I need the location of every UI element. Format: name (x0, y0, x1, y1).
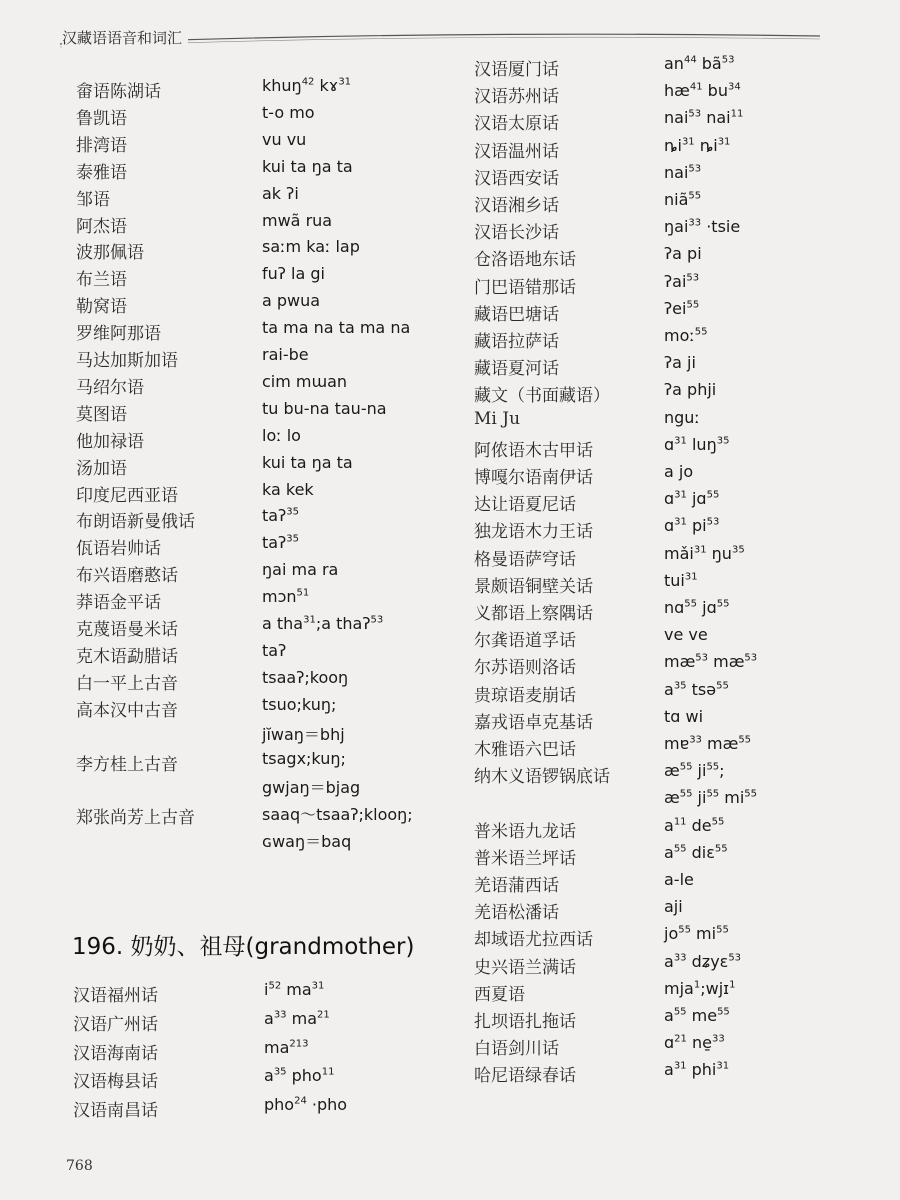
entry-form: kui ta ŋa ta (262, 156, 353, 176)
entry-term: 佤语岩帅话 (76, 539, 161, 560)
entry-term: 他加禄语 (76, 431, 144, 452)
entry-form: tsuo;kuŋ; (262, 694, 337, 714)
entry-term: 史兴语兰满话 (474, 957, 576, 978)
entry-term: 泰雅语 (76, 162, 127, 183)
entry-term: 布兴语磨憨话 (76, 566, 178, 587)
entry-term: 马绍尔语 (76, 377, 144, 398)
entry-form: ʔai$^{53}$ (664, 271, 700, 291)
entry-form: cim mɯan (262, 371, 348, 391)
entry-term: 景颇语铜壁关话 (474, 576, 593, 597)
entry-term: 汤加语 (76, 458, 127, 479)
entry-term: 汉语梅县话 (73, 1072, 158, 1093)
entry-term: Mi Ju (474, 408, 521, 429)
entry-form: ta ma na ta ma na (262, 318, 411, 338)
entry-term: 汉语海南话 (73, 1043, 158, 1064)
entry-form: niã$^{55}$ (664, 190, 702, 209)
entry-form: ʔei$^{55}$ (664, 298, 700, 318)
entry-form: nai$^{53}$ (664, 162, 702, 182)
entry-form: ɢwaŋ＝baq (262, 832, 352, 852)
entry-form: $a^{31}$ phi$^{31}$ (664, 1060, 730, 1080)
entry-term: 汉语南昌话 (73, 1101, 158, 1122)
entry-form: tu bu-na tau-na (262, 398, 387, 418)
entry-form: ʔa pi (664, 244, 702, 264)
entry-form: ak ʔi (262, 183, 299, 203)
entry-term: 格曼语萨穹话 (474, 549, 576, 570)
entry-term: 克蔑语曼米话 (76, 620, 178, 640)
entry-form: nɑ$^{55}$ jɑ$^{55}$ (664, 598, 730, 617)
entry-form: ɑ$^{31}$ jɑ$^{55}$ (664, 489, 720, 509)
entry-term: 布朗语新曼俄话 (76, 512, 195, 533)
entry-form: $a^{35}$ tsə$^{55}$ (664, 679, 729, 699)
entry-form: $ma^{213}$ (264, 1037, 309, 1057)
entry-form: a pwua (262, 291, 321, 311)
entry-term: 木雅语六巴话 (474, 740, 576, 760)
entry-form: $a^{11}$ $de^{55}$ (664, 815, 725, 835)
entry-term: 哈尼语绿春话 (474, 1066, 576, 1087)
entry-term: 纳木义语锣锅底话 (474, 767, 610, 788)
entry-term: 汉语福州话 (73, 986, 158, 1006)
entry-form: mɐ$^{33}$ $mæ^{55}$ (664, 734, 752, 753)
entry-term: 普米语兰坪话 (474, 848, 576, 869)
entry-term: 畲语陈湖话 (76, 82, 161, 102)
entry-form: jĭwaŋ＝bhj (262, 724, 345, 744)
entry-form: taʔ$^{35}$ (262, 506, 299, 526)
entry-form: mja$^1$;wjɪ$^1$ (664, 978, 736, 998)
entry-form: moː$^{55}$ (664, 326, 708, 345)
entry-form: ɑ$^{31}$ $pi^{53}$ (664, 516, 720, 536)
entry-form: ʔa phji (664, 380, 717, 400)
entry-form: a tha$^{31}$;a thaʔ$^{53}$ (262, 614, 384, 633)
entry-form: mwã rua (262, 210, 333, 230)
entry-term: 汉语西安话 (474, 168, 559, 189)
entry-form: ŋai ma ra (262, 560, 339, 580)
entry-term: 汉语湘乡话 (474, 196, 559, 216)
entry-form: saːm kaː lap (262, 237, 360, 257)
entry-term: 羌语松潘话 (474, 903, 559, 924)
entry-form: $a^{33}$ dʑyɛ$^{53}$ (664, 951, 742, 971)
entry-form: a jo (664, 462, 694, 481)
entry-term: 鲁凯语 (76, 108, 127, 129)
entry-term: 白语剑川话 (474, 1039, 559, 1060)
entry-form: $æ^{55}$ $ji^{55}$; (664, 761, 725, 781)
entry-term: 汉语厦门话 (474, 60, 559, 80)
entry-form: t-o mo (262, 102, 315, 122)
entry-term: 李方桂上古音 (76, 754, 178, 775)
entry-form: tɑ wi (664, 706, 704, 726)
entry-form: mǎi$^{31}$ $ŋu^{35}$ (664, 543, 745, 563)
entry-form: fuʔ la gi (262, 264, 325, 284)
entry-form: $jo^{55}$ $mi^{55}$ (664, 924, 729, 944)
entry-form: aji (664, 897, 683, 917)
entry-form: nai$^{53}$ nai$^{11}$ (664, 108, 744, 128)
entry-term: 汉语长沙话 (474, 223, 559, 244)
entry-term: 罗维阿那语 (76, 324, 161, 345)
entry-form: mɔn$^{51}$ (262, 587, 310, 607)
entry-form: ve ve (664, 625, 708, 645)
entry-term: 西夏语 (474, 984, 525, 1005)
entry-form: $a^{55}$ $me^{55}$ (664, 1006, 730, 1025)
entry-term: 阿杰语 (76, 216, 127, 237)
entry-term: 郑张尚芳上古音 (76, 808, 195, 829)
entry-form: saaq～tsaaʔ;klooŋ; (262, 805, 413, 825)
entry-term: 义都语上察隅话 (474, 604, 593, 624)
entry-form: ʔa ji (664, 353, 696, 373)
entry-term: 莫图语 (76, 404, 127, 425)
entry-term: 藏语拉萨话 (474, 332, 559, 352)
entry-form: $a^{55}$ diɛ$^{55}$ (664, 842, 728, 862)
entry-term: 波那佩语 (76, 243, 144, 264)
entry-form: nguː (664, 407, 700, 427)
entry-form: tsaaʔ;kooŋ (262, 667, 349, 687)
entry-form: tui$^{31}$ (664, 570, 698, 590)
entry-term: 普米语九龙话 (474, 821, 576, 842)
entry-form: khuŋ$^{42}$ kɤ$^{31}$ (262, 76, 352, 95)
entry-form: pho$^{24}$ ·pho (264, 1095, 348, 1115)
section-heading: 196. 奶奶、祖母(grandmother) (72, 934, 415, 960)
entry-term: 莽语金平话 (76, 593, 161, 614)
entry-term: 印度尼西亚语 (76, 485, 178, 506)
entry-term: 仓洛语地东话 (474, 250, 576, 271)
entry-form: $æ^{55}$ $ji^{55}$ $mi^{55}$ (664, 788, 758, 808)
entry-term: 独龙语木力王话 (474, 522, 593, 543)
entry-form: gwjaŋ＝bjag (262, 778, 361, 798)
entry-term: 阿侬语木古甲话 (474, 440, 593, 461)
entry-form: tsagx;kuŋ; (262, 748, 346, 768)
entry-term: 博嘎尔语南伊话 (474, 468, 593, 488)
entry-term: 嘉戎语卓克基话 (474, 712, 593, 733)
entry-form: ka kek (262, 479, 314, 499)
page-number: 768 (66, 1158, 93, 1174)
entry-term: 高本汉中古音 (76, 700, 178, 721)
entry-form: $a^{33}$ $ma^{21}$ (264, 1008, 330, 1028)
entry-form: taʔ (262, 640, 287, 660)
entry-term: 汉语广州话 (73, 1014, 158, 1035)
entry-term: 达让语夏尼话 (474, 495, 576, 516)
entry-term: 白一平上古音 (76, 673, 178, 694)
entry-term: 却域语尤拉西话 (474, 930, 593, 951)
entry-term: 勒窝语 (76, 297, 127, 318)
entry-form: taʔ$^{35}$ (262, 533, 299, 553)
entry-term: 克木语勐腊话 (76, 646, 178, 667)
entry-term: 藏语巴塘话 (474, 304, 559, 325)
entry-form: ŋai$^{33}$ ·tsie (664, 217, 741, 237)
entry-term: 藏语夏河话 (474, 359, 559, 380)
entry-form: $i^{52}$ $ma^{31}$ (264, 980, 325, 999)
entry-term: 尔龚语道孚话 (474, 631, 576, 652)
entry-term: 汉语温州话 (474, 141, 559, 162)
entry-term: 扎坝语扎拖话 (474, 1012, 576, 1032)
entry-form: rai-be (262, 345, 309, 364)
entry-form: $hæ^{41}$ $bu^{34}$ (664, 81, 741, 101)
entry-term: 贵琼语麦崩话 (474, 685, 576, 706)
entry-term: 邹语 (76, 189, 110, 210)
entry-term: 马达加斯加语 (76, 351, 178, 371)
entry-form: $an^{44}$ $bã^{53}$ (664, 54, 735, 73)
entry-term: 尔苏语则洛话 (474, 658, 576, 679)
entry-term: 汉语苏州话 (474, 87, 559, 108)
entry-form: $ȵi^{31}$ $ȵi^{31}$ (664, 135, 731, 155)
entry-term: 汉语太原话 (474, 114, 559, 135)
entry-term: 门巴语错那话 (474, 277, 576, 298)
entry-form: loː lo (262, 425, 301, 445)
entry-form: kui ta ŋa ta (262, 452, 353, 472)
entry-form: $mæ^{53}$ $mæ^{53}$ (664, 652, 758, 672)
running-header: 汉藏语语音和词汇 (62, 27, 188, 48)
entry-form: vu vu (262, 129, 307, 149)
entry-form: ɑ$^{31}$ luŋ$^{35}$ (664, 434, 730, 454)
entry-term: 布兰语 (76, 270, 127, 291)
entry-term: 排湾语 (76, 135, 127, 156)
entry-term: 羌语蒲西话 (474, 876, 559, 896)
entry-form: $a^{35}$ pho$^{11}$ (264, 1066, 335, 1086)
entry-form: a-le (664, 870, 694, 889)
entry-form: ɑ$^{21}$ ne̱$^{33}$ (664, 1033, 725, 1053)
entry-term: 藏文（书面藏语） (474, 386, 610, 407)
